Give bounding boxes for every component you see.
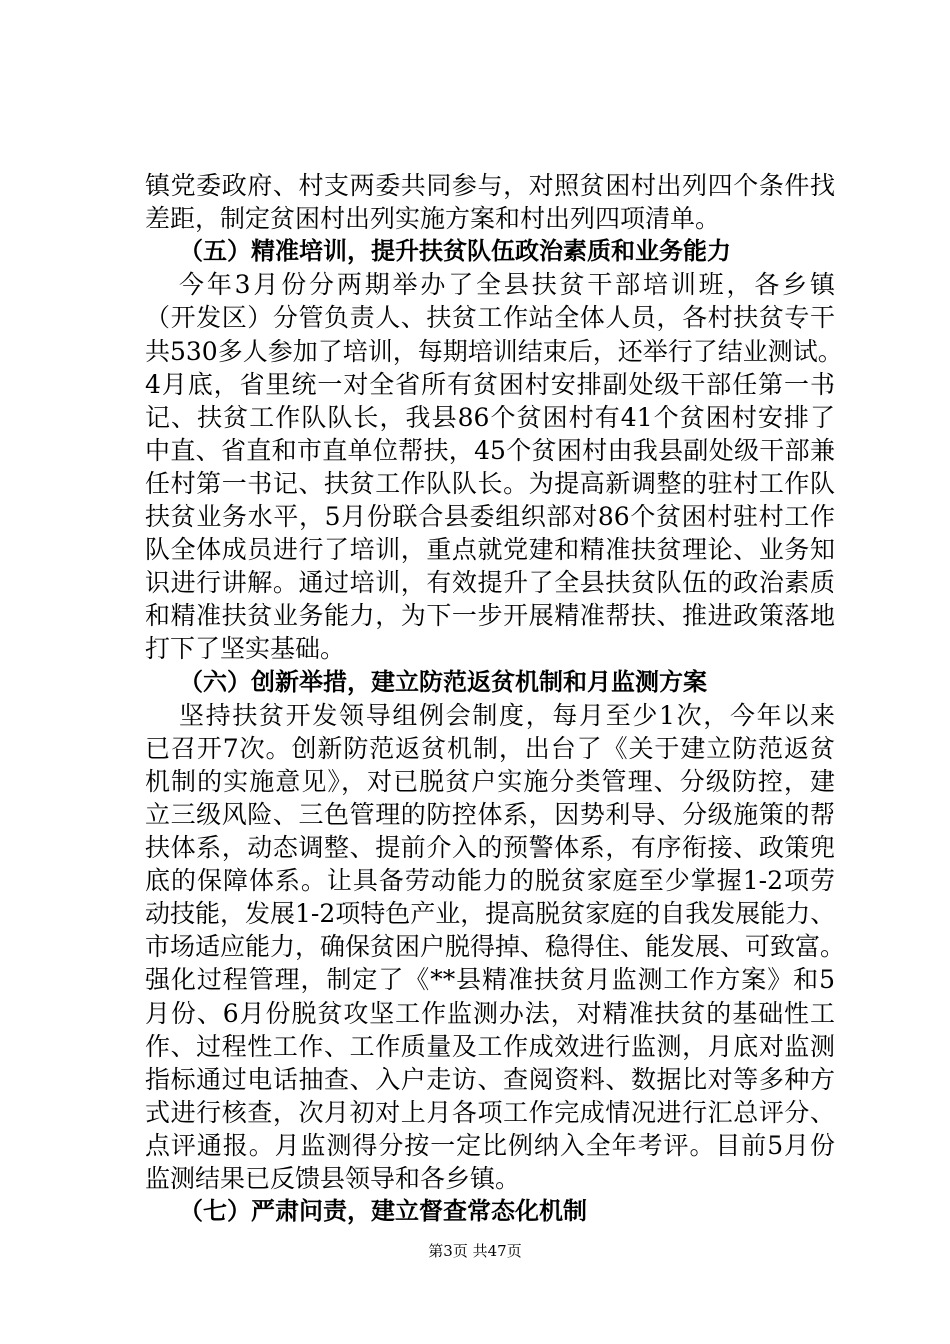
paragraph-line: 共530多人参加了培训，每期培训结束后，还举行了结业测试。 — [145, 336, 843, 366]
paragraph-line: 作、过程性工作、工作质量及工作成效进行监测，月底对监测 — [145, 1031, 835, 1061]
section-heading: （六）创新举措，建立防范返贫机制和月监测方案 — [179, 667, 707, 696]
paragraph-line: 4月底，省里统一对全省所有贫困村安排副处级干部任第一书 — [145, 369, 835, 399]
paragraph-line: 点评通报。月监测得分按一定比例纳入全年考评。目前5月份 — [145, 1130, 835, 1160]
paragraph-line: 式进行核查，次月初对上月各项工作完成情况进行汇总评分、 — [145, 1097, 835, 1127]
paragraph-line: 记、扶贫工作队队长，我县86个贫困村有41个贫困村安排了 — [145, 402, 835, 432]
paragraph-line: 今年3月份分两期举办了全县扶贫干部培训班，各乡镇 — [179, 270, 835, 300]
paragraph-line: 已召开7次。创新防范返贫机制，出台了《关于建立防范返贫 — [145, 733, 835, 763]
paragraph-line: 月份、6月份脱贫攻坚工作监测办法，对精准扶贫的基础性工 — [145, 998, 835, 1028]
paragraph-line: 机制的实施意见》，对已脱贫户实施分类管理、分级防控，建 — [145, 766, 835, 796]
paragraph-line: 镇党委政府、村支两委共同参与，对照贫困村出列四个条件找 — [145, 171, 835, 200]
paragraph-line: 差距，制定贫困村出列实施方案和村出列四项清单。 — [145, 204, 721, 234]
paragraph-line: 市场适应能力，确保贫困户脱得掉、稳得住、能发展、可致富。 — [145, 932, 846, 962]
section-heading: （五）精准培训，提升扶贫队伍政治素质和业务能力 — [179, 237, 731, 266]
paragraph-line: 和精准扶贫业务能力，为下一步开展精准帮扶、推进政策落地 — [145, 601, 835, 631]
paragraph-line: 动技能，发展1-2项特色产业，提高脱贫家庭的自我发展能力、 — [145, 899, 836, 929]
paragraph-line: 扶贫业务水平，5月份联合县委组织部对86个贫困村驻村工作 — [145, 502, 835, 531]
paragraph-line: 识进行讲解。通过培训，有效提升了全县扶贫队伍的政治素质 — [145, 568, 835, 598]
paragraph-line: 强化过程管理，制定了《**县精准扶贫月监测工作方案》和5 — [145, 965, 835, 995]
section-heading: （七）严肃问责，建立督查常态化机制 — [179, 1197, 587, 1226]
paragraph-line: 坚持扶贫开发领导组例会制度，每月至少1次，今年以来 — [179, 700, 835, 730]
paragraph-line: 任村第一书记、扶贫工作队队长。为提高新调整的驻村工作队 — [145, 468, 835, 498]
page-number-label: 第3页 共47页 — [428, 1242, 522, 1260]
page-footer — [0, 1241, 950, 1261]
paragraph-line: （开发区）分管负责人、扶贫工作站全体人员，各村扶贫专干 — [145, 303, 835, 333]
paragraph-line: 底的保障体系。让具备劳动能力的脱贫家庭至少掌握1-2项劳 — [145, 866, 835, 896]
paragraph-line: 指标通过电话抽查、入户走访、查阅资料、数据比对等多种方 — [145, 1064, 835, 1094]
paragraph-line: 立三级风险、三色管理的防控体系，因势利导、分级施策的帮 — [145, 799, 835, 829]
paragraph-line: 打下了坚实基础。 — [145, 634, 346, 664]
paragraph-line: 队全体成员进行了培训，重点就党建和精准扶贫理论、业务知 — [145, 535, 835, 565]
paragraph-line: 扶体系，动态调整、提前介入的预警体系，有序衔接、政策兜 — [145, 833, 835, 862]
paragraph-line: 监测结果已反馈县领导和各乡镇。 — [145, 1164, 521, 1193]
paragraph-line: 中直、省直和市直单位帮扶，45个贫困村由我县副处级干部兼 — [145, 435, 835, 465]
